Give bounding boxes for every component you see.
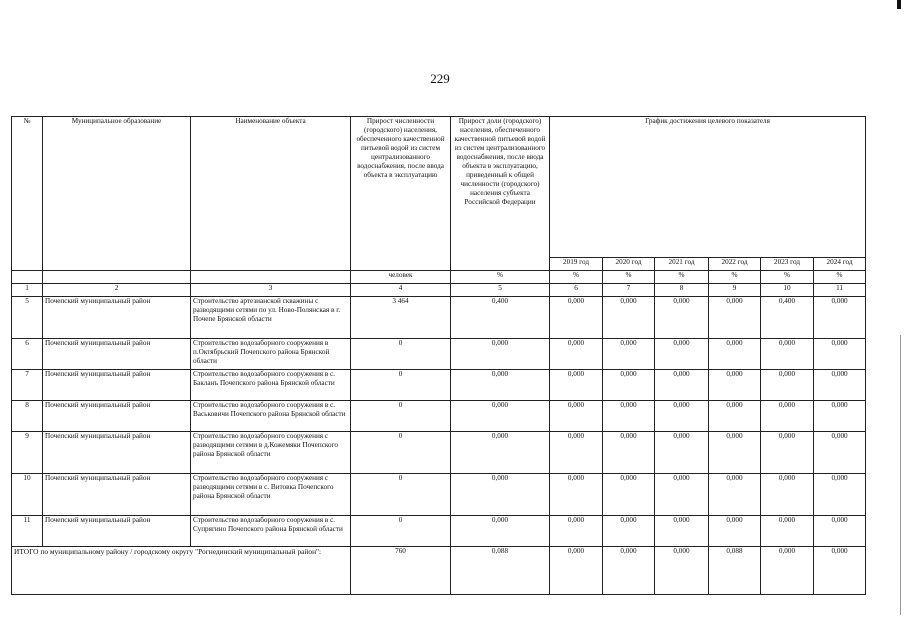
row-object: Строительство водозаборного сооружения с разводящими сетями в д.Кожемяки Почепского района Брянской области [191, 432, 351, 474]
target-indicator-table [11, 116, 866, 595]
row-value-2020: 0,000 [603, 516, 655, 547]
row-share: 0,000 [451, 474, 550, 516]
row-value-2023: 0,000 [761, 401, 814, 432]
row-value-2019: 0,000 [550, 474, 603, 516]
table-row [12, 474, 866, 516]
row-value-2023: 0,000 [761, 432, 814, 474]
row-value-2019: 0,000 [550, 516, 603, 547]
row-value-2024: 0,000 [814, 297, 866, 339]
row-population: 0 [351, 516, 451, 547]
header-num: № [12, 117, 43, 271]
unit-year-2021: % [655, 271, 709, 284]
colnum-8: 8 [655, 284, 709, 297]
row-value-2024: 0,000 [814, 370, 866, 401]
year-2019: 2019 год [550, 258, 603, 271]
row-population: 0 [351, 474, 451, 516]
header-schedule: График достижения целевого показателя [550, 117, 866, 258]
column-numbers-row [12, 284, 866, 297]
total-value-2020: 0,000 [603, 547, 655, 595]
row-share: 0,000 [451, 432, 550, 474]
year-2021: 2021 год [655, 258, 709, 271]
page-number: 229 [430, 71, 450, 86]
row-value-2022: 0,000 [709, 474, 761, 516]
colnum-3: 3 [191, 284, 351, 297]
row-object: Строительство водозаборного сооружения в п.Октябрьский Почепского района Брянской области [191, 339, 351, 370]
row-number: 6 [12, 339, 43, 370]
total-value-2024: 0,000 [814, 547, 866, 595]
row-value-2021: 0,000 [655, 297, 709, 339]
unit-year-2019: % [550, 271, 603, 284]
row-value-2020: 0,000 [603, 474, 655, 516]
header-row [12, 117, 866, 258]
row-share: 0,000 [451, 401, 550, 432]
unit-empty-1 [12, 271, 43, 284]
row-object: Строительство водозаборного сооружения в с. Васьковичи Почепского района Брянской области [191, 401, 351, 432]
unit-year-2020: % [603, 271, 655, 284]
row-object: Строительство водозаборного сооружения с разводящими сетями в с. Витовка Почепского района Брянской области [191, 474, 351, 516]
row-value-2021: 0,000 [655, 516, 709, 547]
row-value-2020: 0,000 [603, 432, 655, 474]
row-value-2022: 0,000 [709, 370, 761, 401]
row-value-2021: 0,000 [655, 474, 709, 516]
unit-year-2024: % [814, 271, 866, 284]
row-value-2021: 0,000 [655, 339, 709, 370]
table-row [12, 297, 866, 339]
row-value-2019: 0,000 [550, 432, 603, 474]
row-value-2024: 0,000 [814, 432, 866, 474]
row-share: 0,000 [451, 370, 550, 401]
row-number: 11 [12, 516, 43, 547]
row-number: 5 [12, 297, 43, 339]
row-value-2019: 0,000 [550, 401, 603, 432]
table-row [12, 370, 866, 401]
header-population-growth: Прирост численности (городского) населения, обеспеченного качественной питьевой водой из систем централизованного водоснабжения, после ввода объекта в эксплуатацию [351, 117, 451, 271]
row-value-2023: 0,000 [761, 339, 814, 370]
row-population: 0 [351, 432, 451, 474]
row-share: 0,000 [451, 339, 550, 370]
row-object: Строительство водозаборного сооружения в с. Бакланъ Почепского района Брянской области [191, 370, 351, 401]
total-label: ИТОГО по муниципальному району / городскому округу "Рогнединский муниципальный район": [12, 547, 351, 595]
table-row [12, 401, 866, 432]
row-share: 0,400 [451, 297, 550, 339]
row-value-2024: 0,000 [814, 516, 866, 547]
units-row [12, 271, 866, 284]
unit-year-2023: % [761, 271, 814, 284]
total-value-2021: 0,000 [655, 547, 709, 595]
total-share: 0,088 [451, 547, 550, 595]
row-value-2024: 0,000 [814, 401, 866, 432]
header-object-name: Наименование объекта [191, 117, 351, 271]
row-value-2022: 0,000 [709, 339, 761, 370]
year-2024: 2024 год [814, 258, 866, 271]
row-municipality: Почепский муниципальный район [43, 516, 191, 547]
row-number: 8 [12, 401, 43, 432]
row-municipality: Почепский муниципальный район [43, 432, 191, 474]
colnum-5: 5 [451, 284, 550, 297]
colnum-9: 9 [709, 284, 761, 297]
year-2022: 2022 год [709, 258, 761, 271]
unit-empty-3 [191, 271, 351, 284]
colnum-7: 7 [603, 284, 655, 297]
total-row [12, 547, 866, 595]
row-municipality: Почепский муниципальный район [43, 339, 191, 370]
table-row [12, 432, 866, 474]
unit-year-2022: % [709, 271, 761, 284]
row-value-2019: 0,000 [550, 339, 603, 370]
row-municipality: Почепский муниципальный район [43, 474, 191, 516]
colnum-4: 4 [351, 284, 451, 297]
row-municipality: Почепский муниципальный район [43, 297, 191, 339]
row-value-2020: 0,000 [603, 370, 655, 401]
unit-empty-2 [43, 271, 191, 284]
year-2020: 2020 год [603, 258, 655, 271]
row-value-2022: 0,000 [709, 297, 761, 339]
row-value-2022: 0,000 [709, 516, 761, 547]
row-value-2020: 0,000 [603, 339, 655, 370]
row-population: 0 [351, 401, 451, 432]
row-value-2020: 0,000 [603, 297, 655, 339]
row-value-2021: 0,000 [655, 401, 709, 432]
row-population: 3 464 [351, 297, 451, 339]
total-value-2022: 0,088 [709, 547, 761, 595]
row-value-2024: 0,000 [814, 474, 866, 516]
colnum-1: 1 [12, 284, 43, 297]
colnum-2: 2 [43, 284, 191, 297]
row-object: Строительство водозаборного сооружения в с. Супрягино Почепского района Брянской области [191, 516, 351, 547]
row-population: 0 [351, 339, 451, 370]
row-value-2019: 0,000 [550, 370, 603, 401]
row-value-2020: 0,000 [603, 401, 655, 432]
total-population: 760 [351, 547, 451, 595]
row-value-2023: 0,000 [761, 516, 814, 547]
row-value-2019: 0,000 [550, 297, 603, 339]
row-value-2023: 0,400 [761, 297, 814, 339]
year-2023: 2023 год [761, 258, 814, 271]
total-value-2019: 0,000 [550, 547, 603, 595]
row-object: Строительство артезианской скважины с разводящими сетями по ул. Ново-Полянская в г. Почепе Брянской области [191, 297, 351, 339]
row-population: 0 [351, 370, 451, 401]
row-number: 7 [12, 370, 43, 401]
colnum-6: 6 [550, 284, 603, 297]
table-row [12, 516, 866, 547]
table-row [12, 339, 866, 370]
row-value-2021: 0,000 [655, 370, 709, 401]
colnum-10: 10 [761, 284, 814, 297]
row-municipality: Почепский муниципальный район [43, 401, 191, 432]
row-value-2021: 0,000 [655, 432, 709, 474]
row-value-2022: 0,000 [709, 401, 761, 432]
unit-share: % [451, 271, 550, 284]
unit-population: человек [351, 271, 451, 284]
scan-edge-mark [897, 0, 901, 9]
row-value-2022: 0,000 [709, 432, 761, 474]
header-share-growth: Прирост доли (городского) населения, обеспеченного качественной питьевой водой из систем централизованного водоснабжения, после ввода объекта в эксплуатацию, приведенный к общей численности (городского) населения субъекта Российской Федерации [451, 117, 550, 271]
scan-edge-line [900, 335, 901, 615]
header-municipality: Муниципальное образование [43, 117, 191, 271]
row-number: 9 [12, 432, 43, 474]
total-value-2023: 0,000 [761, 547, 814, 595]
row-share: 0,000 [451, 516, 550, 547]
colnum-11: 11 [814, 284, 866, 297]
row-number: 10 [12, 474, 43, 516]
row-value-2023: 0,000 [761, 370, 814, 401]
row-value-2023: 0,000 [761, 474, 814, 516]
row-municipality: Почепский муниципальный район [43, 370, 191, 401]
row-value-2024: 0,000 [814, 339, 866, 370]
